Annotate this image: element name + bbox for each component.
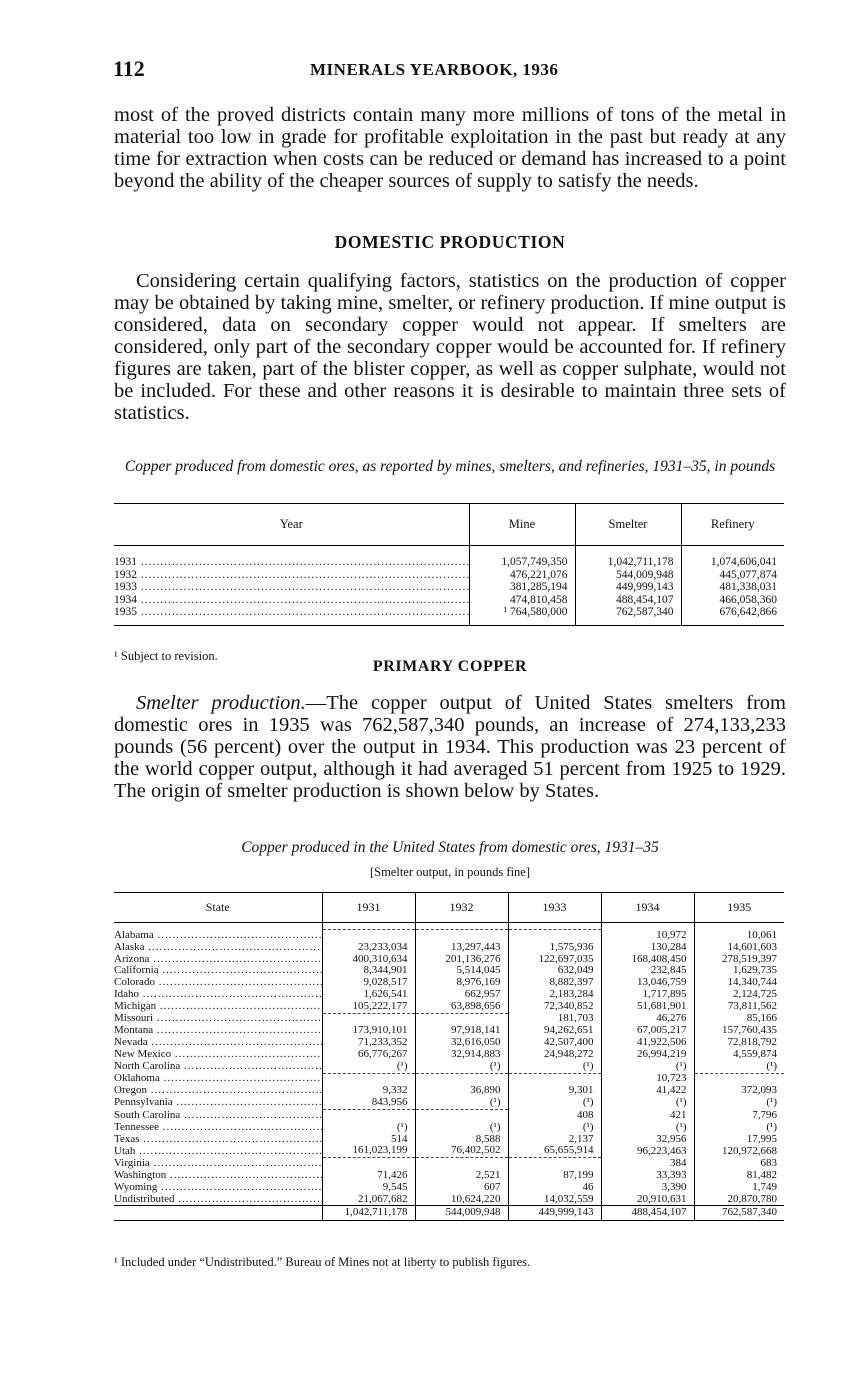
smelter-production-body: —The copper output of United States smelters from domestic ores in 1935 was 762,587,340 pounds, an increase of 274,133,233 pounds (56 percent) over the output in 1934. This production was 23 percent of the world copper output, although it had averaged 51 percent from 1925 to 1929. The origin of smelter production is shown below by States. xyxy=(114,692,786,802)
value-cell: 445,077,874 xyxy=(681,569,784,582)
value-cell: 7,796 xyxy=(694,1109,784,1121)
value-cell: 32,914,883 xyxy=(415,1049,508,1061)
domestic-production-heading: DOMESTIC PRODUCTION xyxy=(334,232,566,252)
value-cell: 72,818,792 xyxy=(694,1037,784,1049)
value-cell: (¹) xyxy=(508,1061,601,1073)
value-cell: 20,910,631 xyxy=(601,1194,694,1206)
value-cell: 544,009,948 xyxy=(575,569,681,582)
value-cell: (¹) xyxy=(601,1061,694,1073)
value-cell: 181,703 xyxy=(508,1013,601,1025)
table-row xyxy=(114,1194,784,1206)
table2-subcaption: [Smelter output, in pounds fine] xyxy=(369,865,531,879)
value-cell: (¹) xyxy=(415,1061,508,1073)
value-cell: 81,482 xyxy=(694,1170,784,1182)
year-cell: 1933 ..... xyxy=(114,581,469,594)
value-cell: 33,393 xyxy=(601,1170,694,1182)
state-cell: North Carolina ..... xyxy=(114,1061,322,1073)
primary-copper-heading: PRIMARY COPPER xyxy=(372,658,528,675)
table-row xyxy=(114,989,784,1001)
state-cell: Wyoming ..... xyxy=(114,1182,322,1194)
table-row xyxy=(114,1001,784,1013)
value-cell: 1,626,541 xyxy=(322,989,415,1001)
total-cell: 762,587,340 xyxy=(694,1206,784,1221)
value-cell: 1,074,606,041 xyxy=(681,556,784,569)
domestic-production-paragraph: Considering certain qualifying factors, statistics on the production of copper may be obtained by taking mine, smelter, or refinery production. If mine output is considered, data on secondary copper would not appear. If smelters are considered, only part of the secondary copper would be accounted for. If refinery figures are taken, part of the blister copper, as well as copper sulphate, would not be included. For these and other reasons it is desirable to maintain three sets of statistics. xyxy=(114,270,786,424)
value-cell: 408 xyxy=(508,1109,601,1121)
value-cell: 1,575,936 xyxy=(508,942,601,954)
value-cell: 14,032,559 xyxy=(508,1194,601,1206)
value-cell: 71,233,352 xyxy=(322,1037,415,1049)
table-row xyxy=(114,581,784,594)
state-cell: Texas ..... xyxy=(114,1134,322,1146)
state-cell: Montana ..... xyxy=(114,1025,322,1037)
value-cell: 9,545 xyxy=(322,1182,415,1194)
col-header-state: State xyxy=(114,893,322,923)
value-cell: 10,624,220 xyxy=(415,1194,508,1206)
value-cell: 32,956 xyxy=(601,1134,694,1146)
table-row xyxy=(114,1049,784,1061)
value-cell xyxy=(415,930,508,942)
col-header-refinery: Refinery xyxy=(681,504,784,546)
state-cell: Utah ..... xyxy=(114,1145,322,1157)
value-cell: (¹) xyxy=(508,1122,601,1134)
value-cell: (¹) xyxy=(415,1097,508,1109)
value-cell: 73,811,562 xyxy=(694,1001,784,1013)
state-cell: New Mexico ..... xyxy=(114,1049,322,1061)
value-cell: 46 xyxy=(508,1182,601,1194)
value-cell: 23,233,034 xyxy=(322,942,415,954)
value-cell: 161,023,199 xyxy=(322,1145,415,1157)
total-cell: 544,009,948 xyxy=(415,1206,508,1221)
value-cell: 9,332 xyxy=(322,1085,415,1097)
value-cell: 1,717,895 xyxy=(601,989,694,1001)
value-cell: 762,587,340 xyxy=(575,606,681,619)
table-row xyxy=(114,1134,784,1146)
col-header-1932: 1932 xyxy=(415,893,508,923)
col-header-1935: 1935 xyxy=(694,893,784,923)
value-cell xyxy=(415,1109,508,1121)
value-cell: 10,061 xyxy=(694,930,784,942)
value-cell: 105,222,177 xyxy=(322,1001,415,1013)
value-cell: 3,390 xyxy=(601,1182,694,1194)
value-cell: 8,344,901 xyxy=(322,965,415,977)
value-cell: 474,810,458 xyxy=(469,594,575,607)
value-cell: 36,890 xyxy=(415,1085,508,1097)
value-cell: (¹) xyxy=(694,1097,784,1109)
table-row xyxy=(114,606,784,619)
value-cell: 2,183,284 xyxy=(508,989,601,1001)
value-cell: 51,681,901 xyxy=(601,1001,694,1013)
smelter-output-by-state-table xyxy=(114,892,784,1221)
table-row xyxy=(114,1145,784,1157)
total-cell: 449,999,143 xyxy=(508,1206,601,1221)
value-cell: 1,057,749,350 xyxy=(469,556,575,569)
state-cell: South Carolina ..... xyxy=(114,1109,322,1121)
total-cell: 488,454,107 xyxy=(601,1206,694,1221)
value-cell: 607 xyxy=(415,1182,508,1194)
total-cell: 1,042,711,178 xyxy=(322,1206,415,1221)
value-cell: 65,655,914 xyxy=(508,1145,601,1157)
totals-label-cell xyxy=(114,1206,322,1221)
running-title: MINERALS YEARBOOK, 1936 xyxy=(310,60,559,79)
value-cell: 1,749 xyxy=(694,1182,784,1194)
value-cell: 488,454,107 xyxy=(575,594,681,607)
value-cell: 676,642,866 xyxy=(681,606,784,619)
table1-caption: Copper produced from domestic ores, as reported by mines, smelters, and refineries, 1931–35, in pounds xyxy=(124,458,776,475)
totals-row xyxy=(114,1206,784,1221)
value-cell: 232,845 xyxy=(601,965,694,977)
value-cell: 381,285,194 xyxy=(469,581,575,594)
col-header-1933: 1933 xyxy=(508,893,601,923)
value-cell: 97,918,141 xyxy=(415,1025,508,1037)
value-cell: 481,338,031 xyxy=(681,581,784,594)
value-cell: 9,301 xyxy=(508,1085,601,1097)
state-cell: Alabama ..... xyxy=(114,930,322,942)
year-cell: 1931 ..... xyxy=(114,556,469,569)
value-cell: 32,616,050 xyxy=(415,1037,508,1049)
col-header-year: Year xyxy=(114,504,469,546)
value-cell: 17,995 xyxy=(694,1134,784,1146)
value-cell: 67,005,217 xyxy=(601,1025,694,1037)
value-cell: 2,124,725 xyxy=(694,989,784,1001)
value-cell: (¹) xyxy=(322,1061,415,1073)
value-cell: 72,340,852 xyxy=(508,1001,601,1013)
value-cell: 5,514,045 xyxy=(415,965,508,977)
value-cell: 41,422 xyxy=(601,1085,694,1097)
table-row xyxy=(114,1061,784,1073)
value-cell: 843,956 xyxy=(322,1097,415,1109)
value-cell: 130,284 xyxy=(601,942,694,954)
value-cell: 8,588 xyxy=(415,1134,508,1146)
value-cell: (¹) xyxy=(508,1097,601,1109)
state-cell: Arizona ..... xyxy=(114,954,322,966)
value-cell: 278,519,397 xyxy=(694,954,784,966)
value-cell: 96,223,463 xyxy=(601,1145,694,1157)
table-row xyxy=(114,1122,784,1134)
value-cell: 514 xyxy=(322,1134,415,1146)
col-header-1931: 1931 xyxy=(322,893,415,923)
value-cell: 42,507,400 xyxy=(508,1037,601,1049)
table-row xyxy=(114,594,784,607)
value-cell xyxy=(322,930,415,942)
value-cell: 20,870,780 xyxy=(694,1194,784,1206)
value-cell xyxy=(508,930,601,942)
value-cell: 476,221,076 xyxy=(469,569,575,582)
value-cell xyxy=(322,1109,415,1121)
value-cell: 400,310,634 xyxy=(322,954,415,966)
table-row xyxy=(114,1182,784,1194)
value-cell: 46,276 xyxy=(601,1013,694,1025)
value-cell: 10,972 xyxy=(601,930,694,942)
value-cell: 71,426 xyxy=(322,1170,415,1182)
table2-caption: Copper produced in the United States from domestic ores, 1931–35 xyxy=(241,839,659,856)
value-cell: 122,697,035 xyxy=(508,954,601,966)
value-cell: (¹) xyxy=(601,1097,694,1109)
smelter-production-paragraph xyxy=(114,692,786,802)
value-cell: 85,166 xyxy=(694,1013,784,1025)
value-cell: 2,137 xyxy=(508,1134,601,1146)
state-cell: Undistributed ..... xyxy=(114,1194,322,1206)
value-cell: 13,046,759 xyxy=(601,977,694,989)
value-cell: 157,760,435 xyxy=(694,1025,784,1037)
state-cell: Colorado ..... xyxy=(114,977,322,989)
value-cell: 66,776,267 xyxy=(322,1049,415,1061)
table-row xyxy=(114,930,784,942)
value-cell: 63,898,656 xyxy=(415,1001,508,1013)
state-cell: Alaska ..... xyxy=(114,942,322,954)
value-cell: 449,999,143 xyxy=(575,581,681,594)
value-cell: (¹) xyxy=(694,1122,784,1134)
state-cell: Washington ..... xyxy=(114,1170,322,1182)
value-cell: 372,093 xyxy=(694,1085,784,1097)
state-cell: Virginia ..... xyxy=(114,1158,322,1170)
table-row xyxy=(114,1170,784,1182)
value-cell: 201,136,276 xyxy=(415,954,508,966)
value-cell: (¹) xyxy=(322,1122,415,1134)
state-cell: Oregon ..... xyxy=(114,1085,322,1097)
table-row xyxy=(114,569,784,582)
table1-footnote: ¹ Subject to revision. xyxy=(114,649,218,663)
value-cell: 683 xyxy=(694,1158,784,1170)
col-header-1934: 1934 xyxy=(601,893,694,923)
table-row xyxy=(114,942,784,954)
table-row xyxy=(114,556,784,569)
value-cell: 13,297,443 xyxy=(415,942,508,954)
state-cell: Michigan ..... xyxy=(114,1001,322,1013)
value-cell: 87,199 xyxy=(508,1170,601,1182)
value-cell: 1,042,711,178 xyxy=(575,556,681,569)
state-cell: Idaho ..... xyxy=(114,989,322,1001)
col-header-smelter: Smelter xyxy=(575,504,681,546)
value-cell: 4,559,874 xyxy=(694,1049,784,1061)
value-cell: 14,601,603 xyxy=(694,942,784,954)
value-cell: 466,058,360 xyxy=(681,594,784,607)
value-cell: 173,910,101 xyxy=(322,1025,415,1037)
value-cell: (¹) xyxy=(601,1122,694,1134)
value-cell: 9,028,517 xyxy=(322,977,415,989)
value-cell: 8,976,169 xyxy=(415,977,508,989)
state-cell: Oklahoma ..... xyxy=(114,1073,322,1085)
value-cell: 41,922,506 xyxy=(601,1037,694,1049)
value-cell: 384 xyxy=(601,1158,694,1170)
value-cell: 2,521 xyxy=(415,1170,508,1182)
table2-footnote: ¹ Included under “Undistributed.” Bureau of Mines not at liberty to publish figures. xyxy=(114,1255,531,1269)
value-cell: 10,723 xyxy=(601,1073,694,1085)
value-cell: ¹ 764,580,000 xyxy=(469,606,575,619)
value-cell: 14,340,744 xyxy=(694,977,784,989)
value-cell: 76,402,502 xyxy=(415,1145,508,1157)
value-cell: 168,408,450 xyxy=(601,954,694,966)
col-header-mine: Mine xyxy=(469,504,575,546)
value-cell: 632,049 xyxy=(508,965,601,977)
value-cell: (¹) xyxy=(415,1122,508,1134)
production-by-stage-table xyxy=(114,503,784,626)
table-row xyxy=(114,1097,784,1109)
value-cell: 21,067,682 xyxy=(322,1194,415,1206)
table-row xyxy=(114,1109,784,1121)
state-cell: Tennessee ..... xyxy=(114,1122,322,1134)
value-cell: 8,882,397 xyxy=(508,977,601,989)
table-row xyxy=(114,1085,784,1097)
page-number: 112 xyxy=(113,56,145,81)
intro-paragraph: most of the proved districts contain many more millions of tons of the metal in material too low in grade for profitable exploitation in the past but ready at any time for extraction when costs can be reduced or demand has increased to a point beyond the ability of the cheaper sources of supply to satisfy the needs. xyxy=(114,104,786,192)
value-cell: 26,994,219 xyxy=(601,1049,694,1061)
state-cell: California ..... xyxy=(114,965,322,977)
smelter-production-lead: Smelter production. xyxy=(136,692,306,714)
value-cell: 120,972,668 xyxy=(694,1145,784,1157)
value-cell: (¹) xyxy=(694,1061,784,1073)
year-cell: 1935 ..... xyxy=(114,606,469,619)
state-cell: Pennsylvania ..... xyxy=(114,1097,322,1109)
state-cell: Missouri ..... xyxy=(114,1013,322,1025)
state-cell: Nevada ..... xyxy=(114,1037,322,1049)
value-cell: 94,262,651 xyxy=(508,1025,601,1037)
year-cell: 1934 ..... xyxy=(114,594,469,607)
value-cell: 24,948,272 xyxy=(508,1049,601,1061)
value-cell: 662,957 xyxy=(415,989,508,1001)
value-cell: 1,629,735 xyxy=(694,965,784,977)
year-cell: 1932 ..... xyxy=(114,569,469,582)
value-cell: 421 xyxy=(601,1109,694,1121)
